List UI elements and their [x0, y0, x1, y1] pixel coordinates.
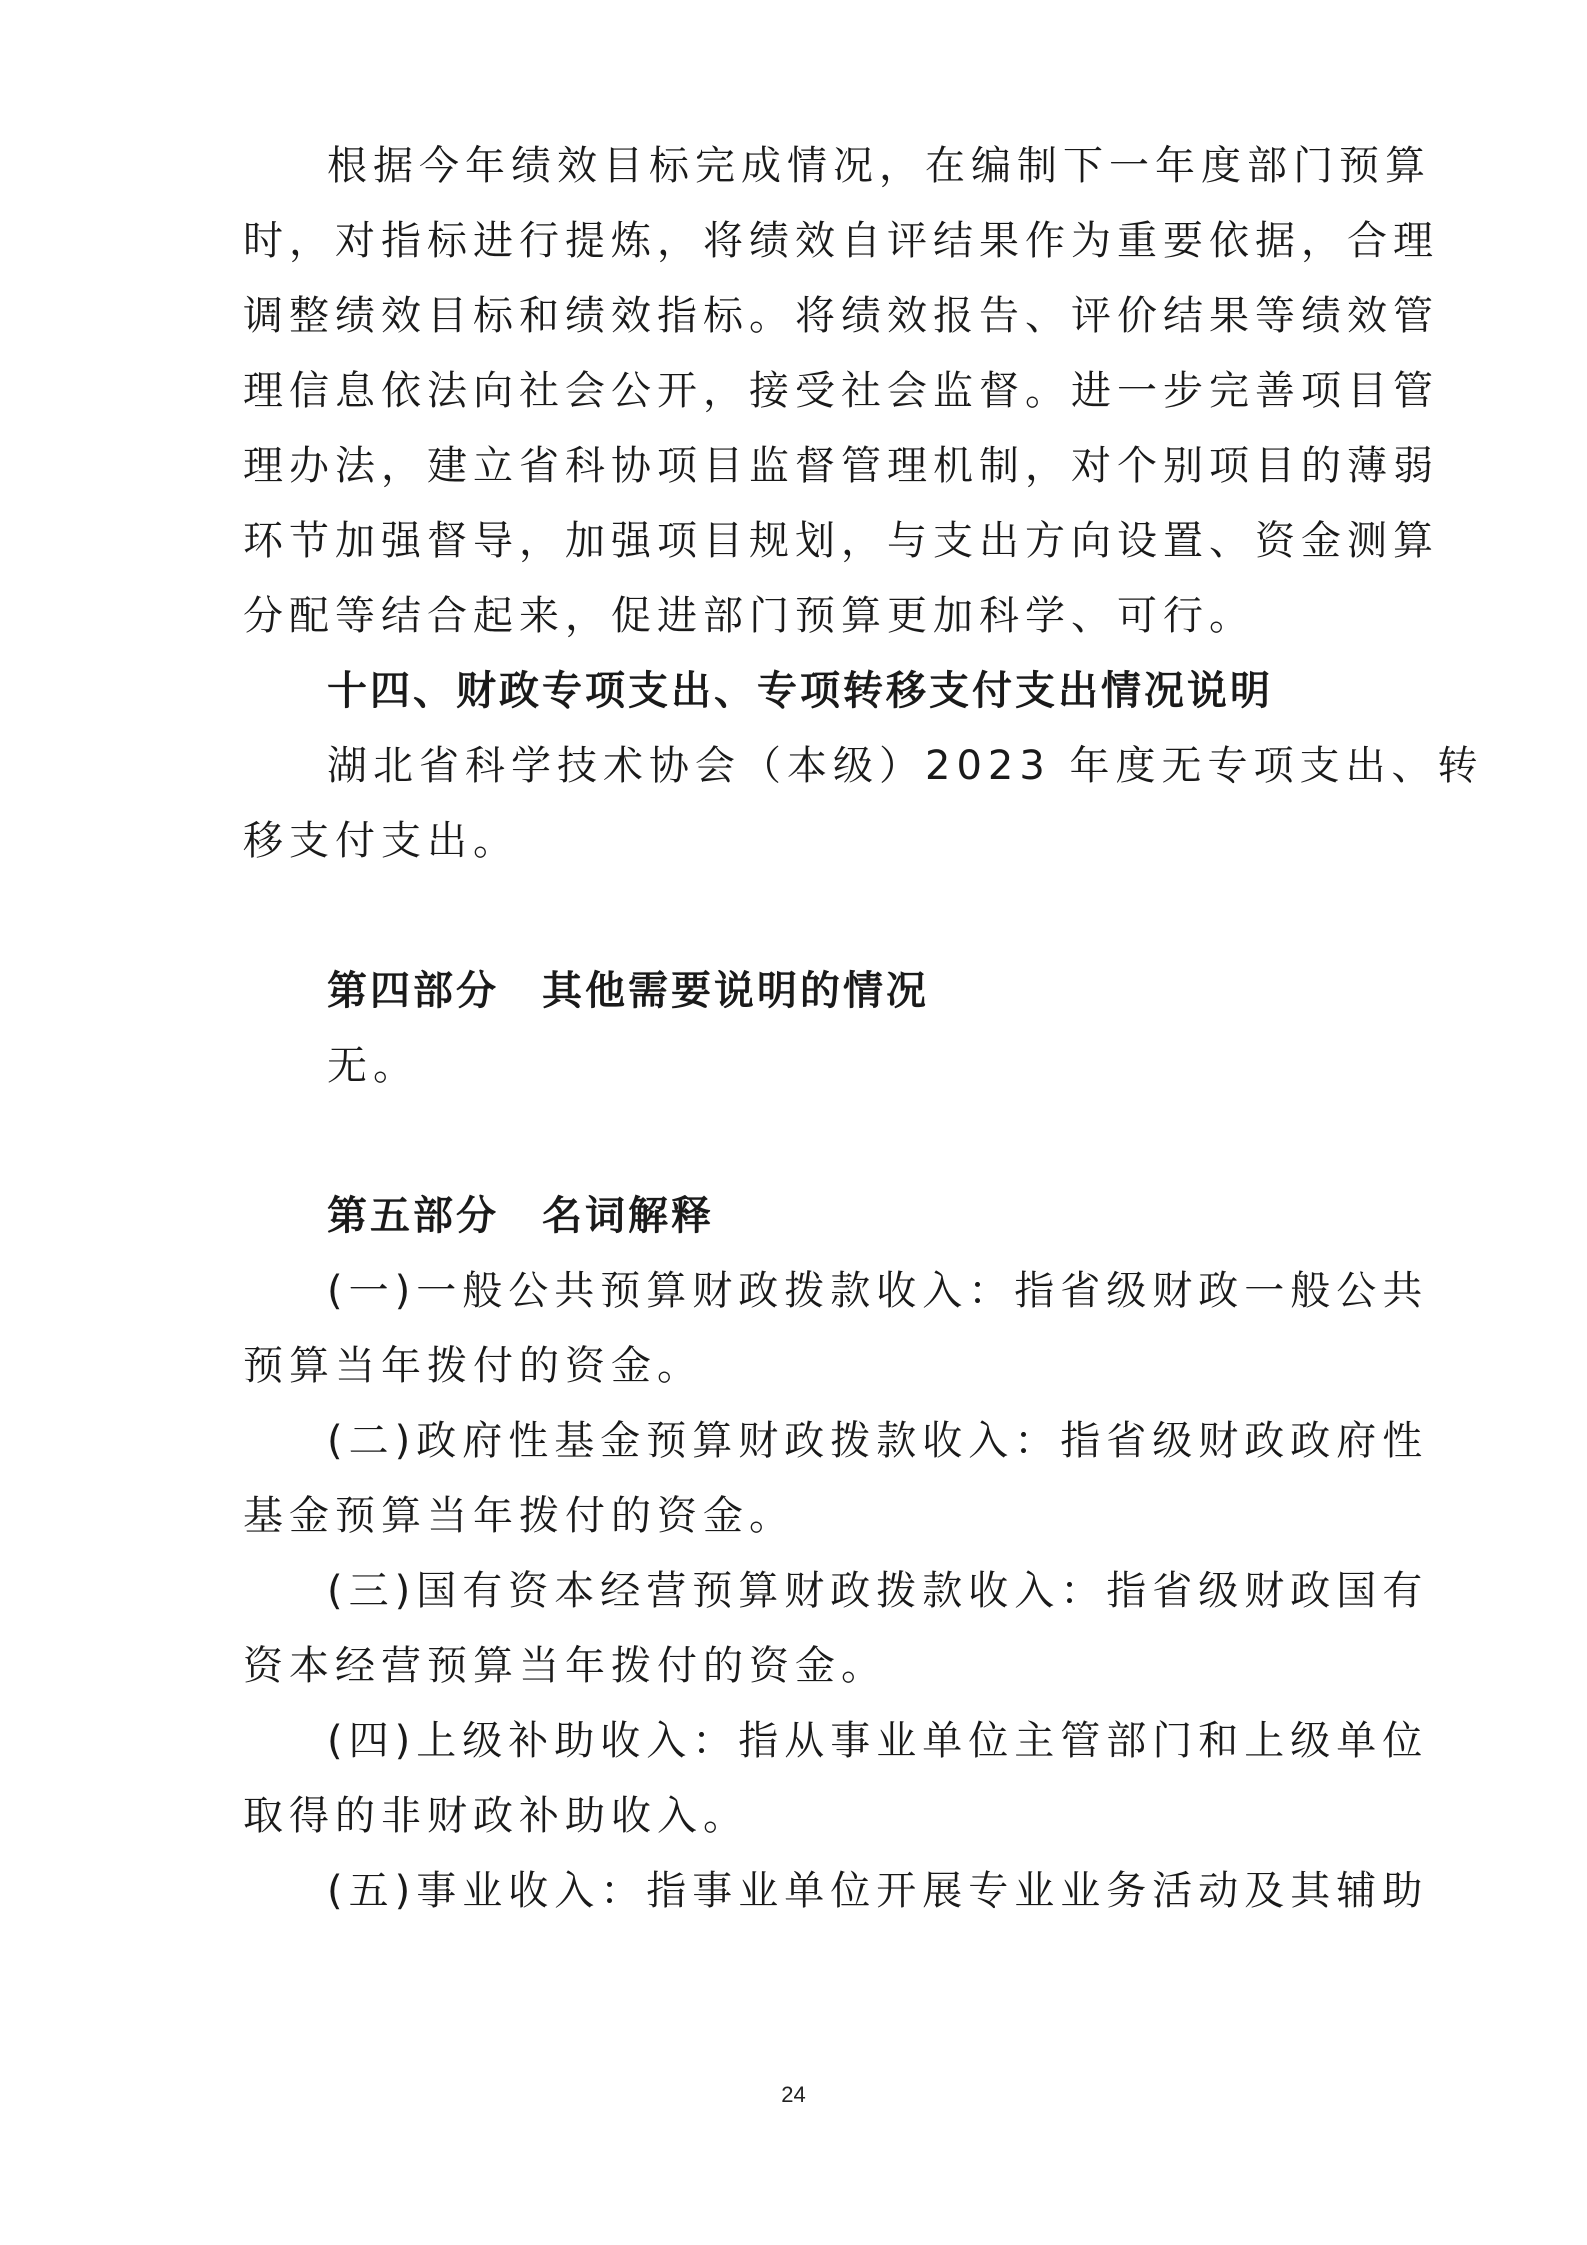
part-title: 第四部分 其他需要说明的情况 [327, 968, 929, 1014]
part-title: 第五部分 名词解释 [327, 1193, 714, 1239]
paragraph-line: 时，对指标进行提炼，将绩效自评结果作为重要依据，合理 [243, 218, 1439, 264]
definition-line: 基金预算当年拨付的资金。 [243, 1493, 795, 1539]
paragraph-line: 湖北省科学技术协会（本级）2023 年度无专项支出、转 [327, 743, 1484, 789]
paragraph-line: 环节加强督导，加强项目规划，与支出方向设置、资金测算 [243, 518, 1439, 564]
paragraph-line: 根据今年绩效目标完成情况，在编制下一年度部门预算 [327, 143, 1431, 189]
definition-line: (四)上级补助收入：指从事业单位主管部门和上级单位 [327, 1718, 1429, 1764]
paragraph-line: 分配等结合起来，促进部门预算更加科学、可行。 [243, 593, 1255, 639]
paragraph-line: 理信息依法向社会公开，接受社会监督。进一步完善项目管 [243, 368, 1439, 414]
paragraph-line: 移支付支出。 [243, 818, 519, 864]
page-number: 24 [781, 2082, 806, 2107]
definition-line: (五)事业收入：指事业单位开展专业业务活动及其辅助 [327, 1868, 1429, 1914]
definition-line: (三)国有资本经营预算财政拨款收入：指省级财政国有 [327, 1568, 1429, 1614]
definition-line: (二)政府性基金预算财政拨款收入：指省级财政政府性 [327, 1418, 1429, 1464]
definition-line: 资本经营预算当年拨付的资金。 [243, 1643, 887, 1689]
paragraph-line: 无。 [327, 1043, 419, 1089]
paragraph-line: 调整绩效目标和绩效指标。将绩效报告、评价结果等绩效管 [243, 293, 1439, 339]
paragraph-line: 理办法，建立省科协项目监督管理机制，对个别项目的薄弱 [243, 443, 1439, 489]
definition-line: (一)一般公共预算财政拨款收入：指省级财政一般公共 [327, 1268, 1429, 1314]
definition-line: 取得的非财政补助收入。 [243, 1793, 749, 1839]
definition-line: 预算当年拨付的资金。 [243, 1343, 703, 1389]
section-heading: 十四、财政专项支出、专项转移支付支出情况说明 [327, 668, 1273, 714]
